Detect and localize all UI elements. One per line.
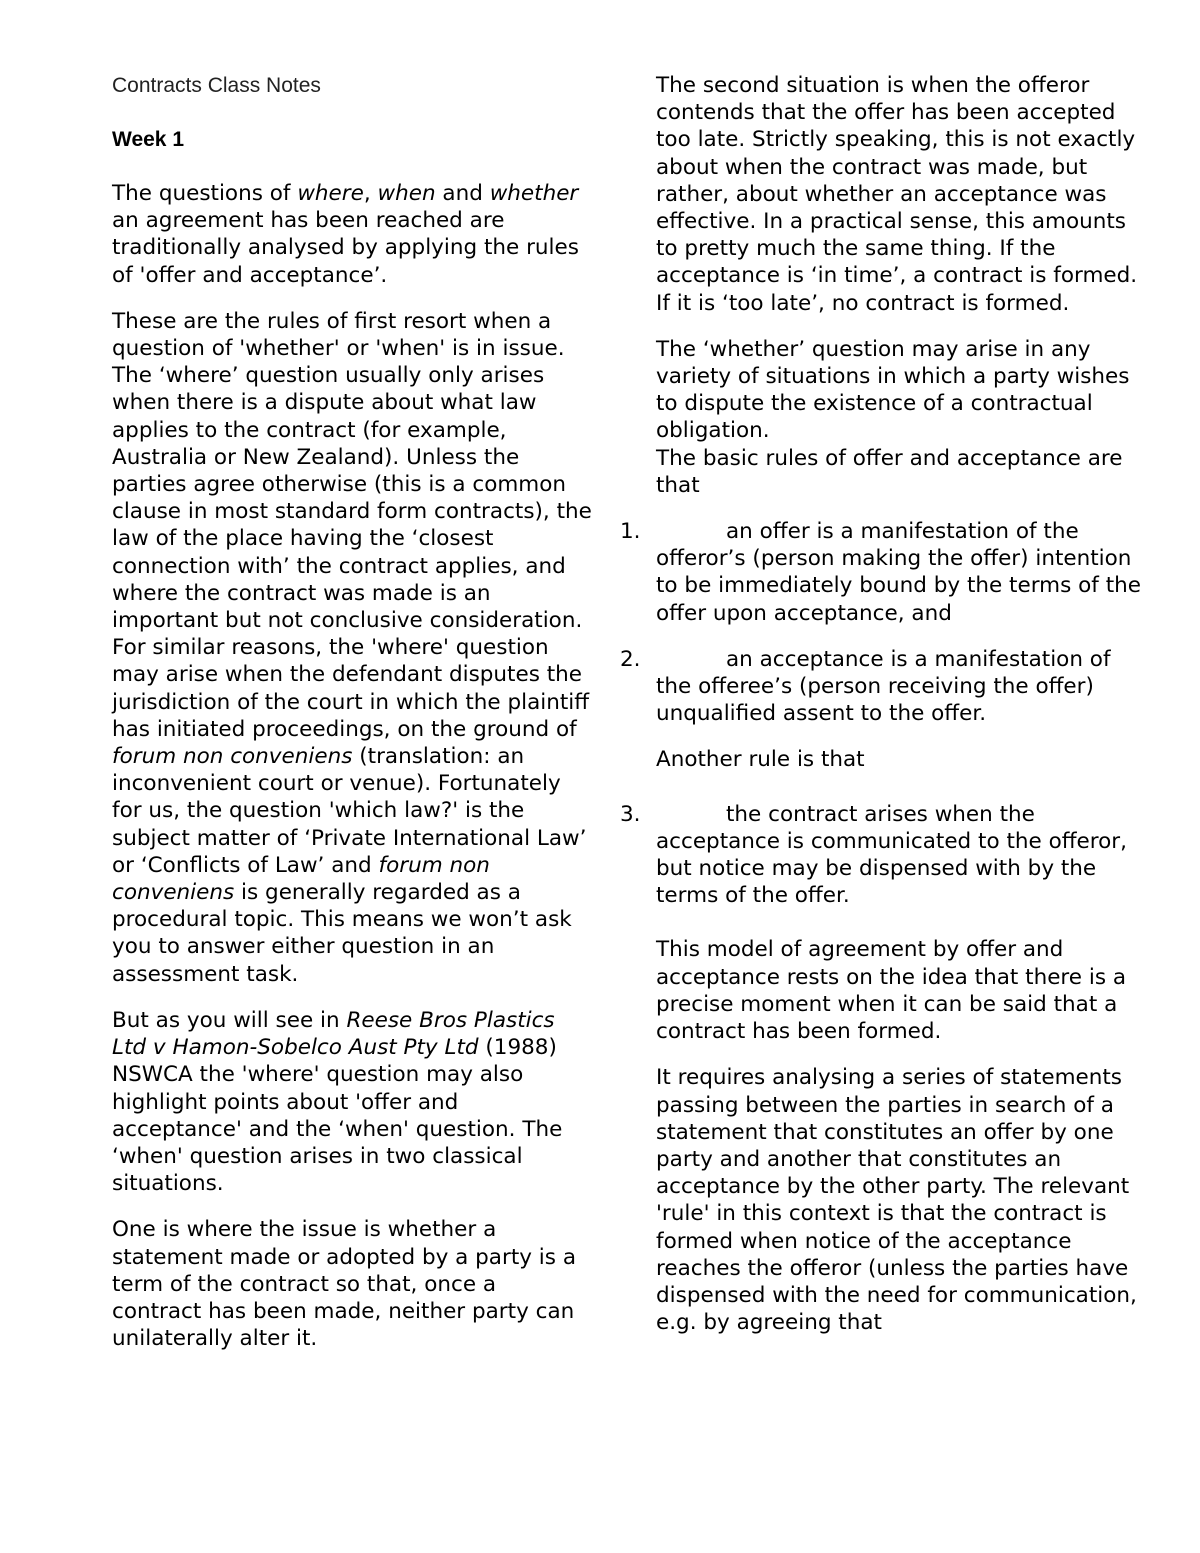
paragraph-questions [112, 180, 592, 289]
list-text: the contract arises when the acceptance is communicated to the offeror, but notice may be dispensed with by the terms of the offer. [656, 801, 1127, 909]
paragraph-analysing-statements: It requires analysing a series of statements passing between the parties in search of a statement that constitutes an offer by one party and another that constitutes an acceptance by the other party. The relevant 'rule' in this context is that the contract is formed when notice of the acceptance reaches the offeror (unless the parties have dispensed with the need for communication, e.g. by agreeing that [656, 1065, 1137, 1336]
list-text: an acceptance is a manifestation of the offeree’s (person receiving the offer) unqualified assent to the offer. [656, 646, 1111, 727]
italic-forum-non-conveniens: forum non conveniens [112, 744, 353, 770]
paragraph-first-situation: One is where the issue is whether a statement made or adopted by a party is a term of the contract so that, once a contract has been made, neither party can unilaterally alter it. [112, 1217, 576, 1352]
list-item [620, 646, 1146, 728]
text-run: , [363, 181, 378, 206]
paragraph-reese-bros [112, 1007, 592, 1197]
list-number: 1. [620, 519, 641, 545]
text-run: But as you will see in [112, 1007, 347, 1033]
italic-whether: whether [489, 181, 579, 206]
left-column [112, 72, 592, 1352]
list-number: 2. [620, 646, 641, 672]
list-text: an offer is a manifestation of the offeror’s (person making the offer) intention to be immediately bound by the terms of the offer upon acceptance, and [656, 519, 1141, 626]
list-item [620, 801, 1146, 910]
right-column [620, 72, 1146, 1336]
paragraph-first-resort [112, 308, 592, 988]
list-item [620, 518, 1146, 627]
italic-when: when [377, 181, 436, 206]
text-run: (1988) NSWCA the 'where' question may also highlight points about 'offer and acceptance' and the ‘when' question. The ‘when' question arises in two classical situations. [112, 1035, 563, 1197]
text-run: The questions of [112, 181, 298, 206]
case-citation: Reese Bros Plastics Ltd v Hamon-Sobelco Aust Pty Ltd [112, 1007, 555, 1061]
paragraph-model-of-agreement: This model of agreement by offer and acceptance rests on the idea that there is a precise moment when it can be said that a contract has been formed. [656, 937, 1127, 1045]
italic-where: where [297, 181, 364, 206]
text-run: and [435, 181, 490, 206]
text-run: is generally regarded as a procedural topic. This means we won’t ask you to answer either question in an assessment task. [112, 880, 572, 987]
text-run: These are the rules of first resort when a question of 'whether' or 'when' is in issue. The ‘where’ question usually only arises when there is a dispute about what law applies to the contract (for example, Australia or New Zealand). Unless the parties agree otherwise (this is a common clause in most standard form contracts), the law of the place having the ‘closest connection with’ the contract applies, and where the contract was made is an important but not conclusive consideration. For similar reasons, the 'where' question may arise when the defendant disputes the jurisdiction of the court in which the plaintiff has initiated proceedings, on the ground of [112, 308, 592, 742]
italic-forum-non-conveniens: forum non conveniens [112, 852, 490, 906]
text-run: (translation: an inconvenient court or venue). Fortunately for us, the question 'which law?' is the subject matter of ‘Private International Law’ or ‘Conflicts of Law’ and [112, 744, 587, 878]
week-heading: Week 1 [112, 128, 184, 151]
paragraph-basic-rules: The basic rules of offer and acceptance are that [656, 445, 1123, 498]
document-title: Contracts Class Notes [112, 74, 321, 97]
paragraph-another-rule: Another rule is that [656, 747, 865, 773]
list-number: 3. [620, 801, 641, 827]
paragraph-second-situation: The second situation is when the offeror contends that the offer has been accepted too late. Strictly speaking, this is not exactly about when the contract was made, but rather, about whether an acceptance was effective. In a practical sense, this amounts to pretty much the same thing. If the acceptance is ‘in time’, a contract is formed. If it is ‘too late’, no contract is formed. [656, 73, 1138, 316]
text-run: an agreement has been reached are traditionally analysed by applying the rules of 'offer and acceptance’. [112, 208, 579, 288]
paragraph-whether-question: The ‘whether’ question may arise in any variety of situations in which a party wishes to dispute the existence of a contractual obligation. [656, 336, 1130, 444]
